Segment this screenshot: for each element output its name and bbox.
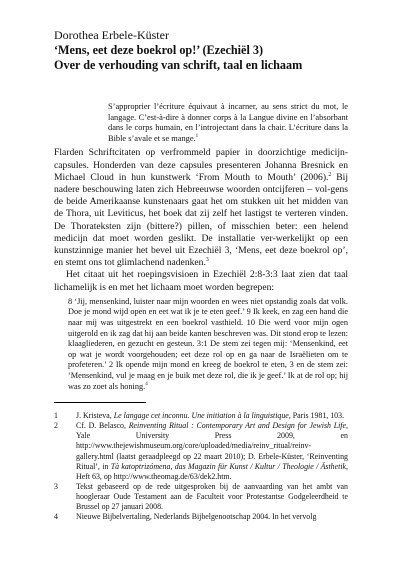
body-text xyxy=(54,147,348,293)
footnote-ref-1[interactable]: 1 xyxy=(195,133,199,139)
footnote-text: J. Kristeva, Le langage cet inconnu. Une initiation à la linguistique, Paris 1981, 103. xyxy=(76,411,345,421)
footnote-ref-2[interactable]: 2 xyxy=(328,171,332,178)
footnotes xyxy=(54,411,348,522)
footnote-number: 4 xyxy=(54,512,58,522)
author-name: Dorothea Erbele-Küster xyxy=(54,28,169,42)
footnote-number: 2 xyxy=(54,421,58,431)
footnote-ref-3[interactable]: 3 xyxy=(205,257,209,264)
title-line-2: Over de verhouding van schrift, taal en lichaam xyxy=(54,58,303,72)
footnote-number: 3 xyxy=(54,481,58,491)
paragraph-1-part-b: Bij nadere beschouwing laten zich Hebreeuwse woorden ontcijferen – vol-gens de beide Amerikaanse kunstenaars gaat het om stukken uit het midden van de Thora, uit Leviticus, het boek dat zij zelf het lastigst te verteren vinden. De Thorateksten zijn (bittere?) pillen, of misschien beter: een helend medicijn dat moet worden geslikt. De installatie ver-werkelijkt op een kunstzinnige manier het bevel uit Ezechiël 3, ‘Mens, eet deze boekrol op’, en stemt ons tot glimlachend nadenken. xyxy=(54,171,348,269)
block-quote xyxy=(68,297,348,392)
footnote-text: Cf. D. Belasco, Reinventing Ritual : Contemporary Art and Design for Jewish Life, Yale University Press 2009, en http://www.thejewishmuseum.org/core/uploaded/media/reinv_ritual/reinv-gallery.html (laatst geraadpleegd op 22 maart 2010); D. Erbele-Küster, ‘Reinventing Ritual’, in Tà katoptrizómena, das Magazin für Kunst / Kultur / Theologie / Ästhetik, Heft 63, op http://www.theomag.de/63/dek2.htm. xyxy=(76,421,348,481)
paragraph-1-part-a: Flarden Schriftcitaten op verfrommeld papier in doorzichtige medicijn-capsules. Honderden van deze capsules presenteren Johanna Bresnick en Michael Cloud in hun kunstwerk ‘From Mouth to Mouth’ (2006). xyxy=(54,147,348,183)
footnote-3 xyxy=(54,482,348,512)
footnote-2 xyxy=(54,421,348,482)
footnote-text: Nieuwe Bijbelvertaling, Nederlands Bijbelgenootschap 2004. In het vervolg xyxy=(76,512,317,522)
footnote-divider xyxy=(54,402,146,403)
footnote-4 xyxy=(54,512,348,522)
title-line-1: ‘Mens, eet deze boekrol op!’ (Ezechiël 3) xyxy=(54,43,264,57)
paragraph-1 xyxy=(54,147,348,269)
epigraph-text: S’approprier l’écriture équivaut à incarner, au sens strict du mot, le langage. C’est-à-dire à donner corps à la Langue divine en l’absorbant dans le corps humain, en l’introjectant dans la chair. L’écriture dans la Bible s’avale et se mange. xyxy=(108,102,348,143)
footnote-1 xyxy=(54,411,348,421)
epigraph xyxy=(108,102,348,144)
footnote-ref-4[interactable]: 4 xyxy=(145,381,148,387)
paragraph-2: Het citaat uit het roepingsvisioen in Ezechiël 2:8-3:3 laat zien dat taal lichamelijk is en met het lichaam moet worden begrepen: xyxy=(54,269,348,293)
footnote-number: 1 xyxy=(54,411,58,421)
quote-text: 8 ‘Jij, mensenkind, luister naar mijn woorden en wees niet opstandig zoals dat volk. Doe je mond wijd open en eet wat ik je te eten geef.’ 9 Ik keek, en zag een hand die naar mij was uitgestrekt en een boekrol vasthield. 10 Die werd voor mijn ogen uitgerold en ik zag dat hij aan beide kanten beschreven was. Dit stond erop te lezen: klaagliederen, en gezucht en gesteun. 3:1 De stem zei tegen mij: ‘Mensenkind, eet op wat je wordt voorgehouden; eet deze rol op en ga naar de Israëlieten om te profeteren.’ 2 Ik opende mijn mond en kreeg de boekrol te eten, 3 en de stem zei: ‘Mensenkind, vul je maag en je buik met deze rol, die ik je geef.’ Ik at de rol op; hij was zo zoet als honing. xyxy=(68,296,348,391)
footnote-text: Tekst gebaseerd op de rede uitgesproken bij de aanvaarding van het ambt van hoogleraar Oude Testament aan de Faculteit voor Protestantse Godgeleerdheid te Brussel op 27 januari 2008. xyxy=(76,481,348,511)
